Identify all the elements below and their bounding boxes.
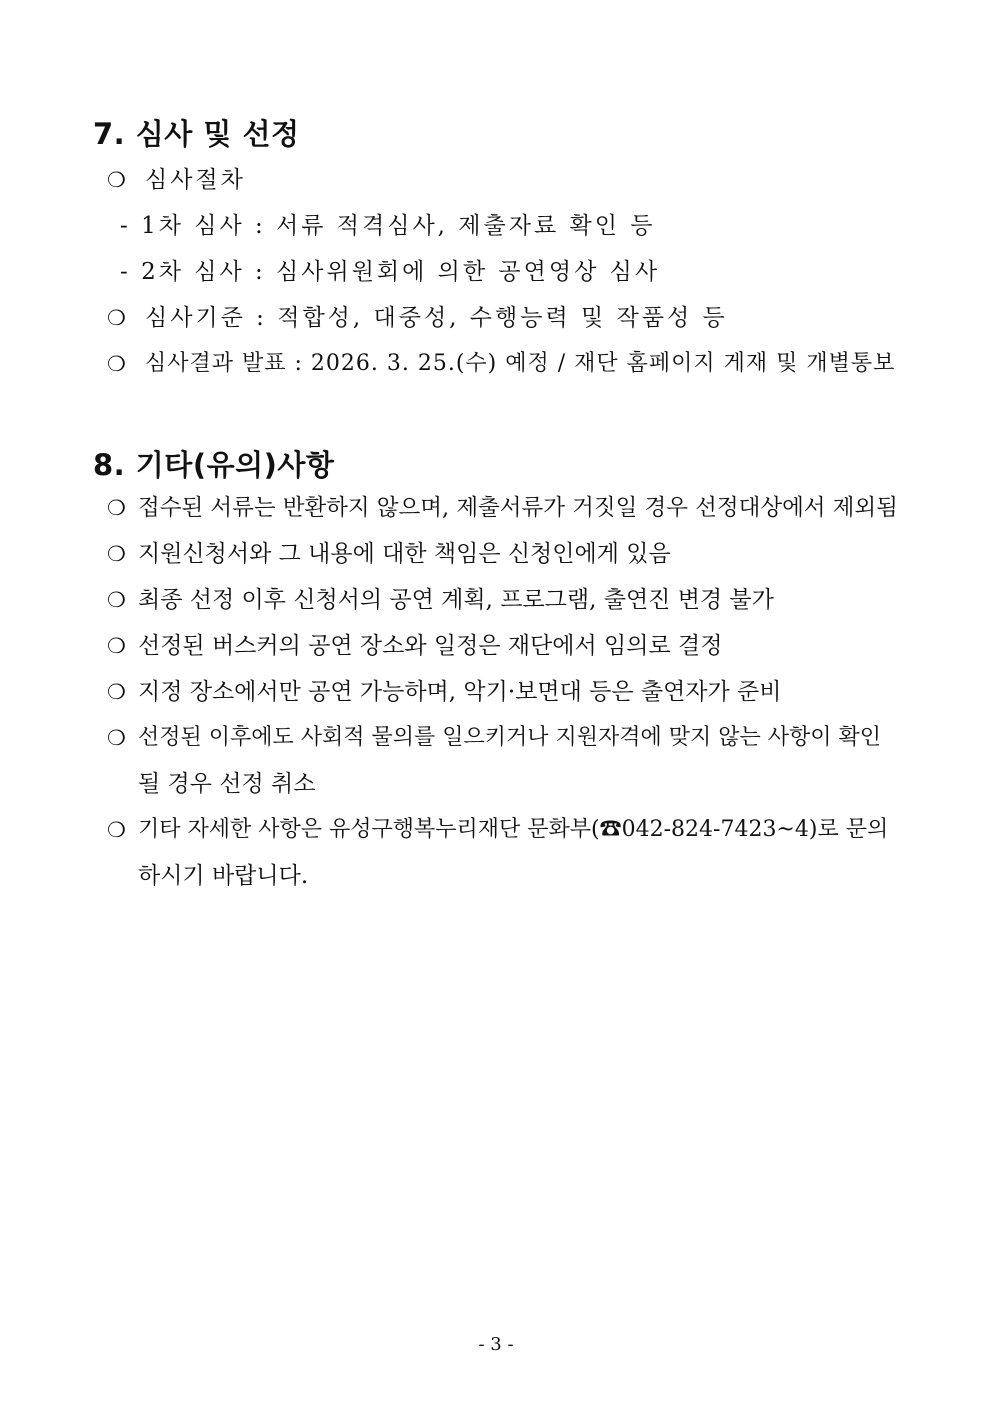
notice-item-4: 선정된 버스커의 공연 장소와 일정은 재단에서 임의로 결정 <box>138 633 723 659</box>
notice-item-6: 선정된 이후에도 사회적 물의를 일으키거나 지원자격에 맞지 않는 사항이 확인 <box>138 725 882 750</box>
notice-item-5: 지정 장소에서만 공연 가능하며, 악기·보면대 등은 출연자가 준비 <box>138 679 782 705</box>
review-step-2: - 2차 심사 : 심사위원회에 의한 공연영상 심사 <box>120 259 661 285</box>
page-number: - 3 - <box>478 1334 514 1355</box>
notice-item-1: 접수된 서류는 반환하지 않으며, 제출서류가 거짓일 경우 선정대상에서 제외됨 <box>138 495 898 521</box>
notice-item-7-continuation: 하시기 바랍니다. <box>138 863 309 889</box>
bullet-icon: ❍ <box>107 680 126 704</box>
section-8-heading: 8. 기타(유의)사항 <box>93 448 335 482</box>
procedure-label: 심사절차 <box>145 167 246 193</box>
bullet-icon: ❍ <box>107 634 126 658</box>
notice-item-3: 최종 선정 이후 신청서의 공연 계획, 프로그램, 출연진 변경 불가 <box>138 587 774 613</box>
bullet-icon: ❍ <box>107 306 126 330</box>
bullet-icon: ❍ <box>107 168 126 192</box>
notice-item-7: 기타 자세한 사항은 유성구행복누리재단 문화부(☎042-824-7423~4)로 문의 <box>138 817 889 842</box>
bullet-icon: ❍ <box>107 818 126 842</box>
notice-item-6-continuation: 될 경우 선정 취소 <box>138 771 316 797</box>
review-result: 심사결과 발표 : 2026. 3. 25.(수) 예정 / 재단 홈페이지 게재 및 개별통보 <box>145 351 896 376</box>
bullet-icon: ❍ <box>107 352 126 376</box>
notice-item-2: 지원신청서와 그 내용에 대한 책임은 신청인에게 있음 <box>138 541 671 567</box>
bullet-icon: ❍ <box>107 542 126 566</box>
bullet-icon: ❍ <box>107 496 126 520</box>
section-7-heading: 7. 심사 및 선정 <box>93 117 300 151</box>
review-step-1: - 1차 심사 : 서류 적격심사, 제출자료 확인 등 <box>120 213 656 239</box>
bullet-icon: ❍ <box>107 726 126 750</box>
bullet-icon: ❍ <box>107 588 126 612</box>
review-criteria: 심사기준 : 적합성, 대중성, 수행능력 및 작품성 등 <box>145 305 728 331</box>
